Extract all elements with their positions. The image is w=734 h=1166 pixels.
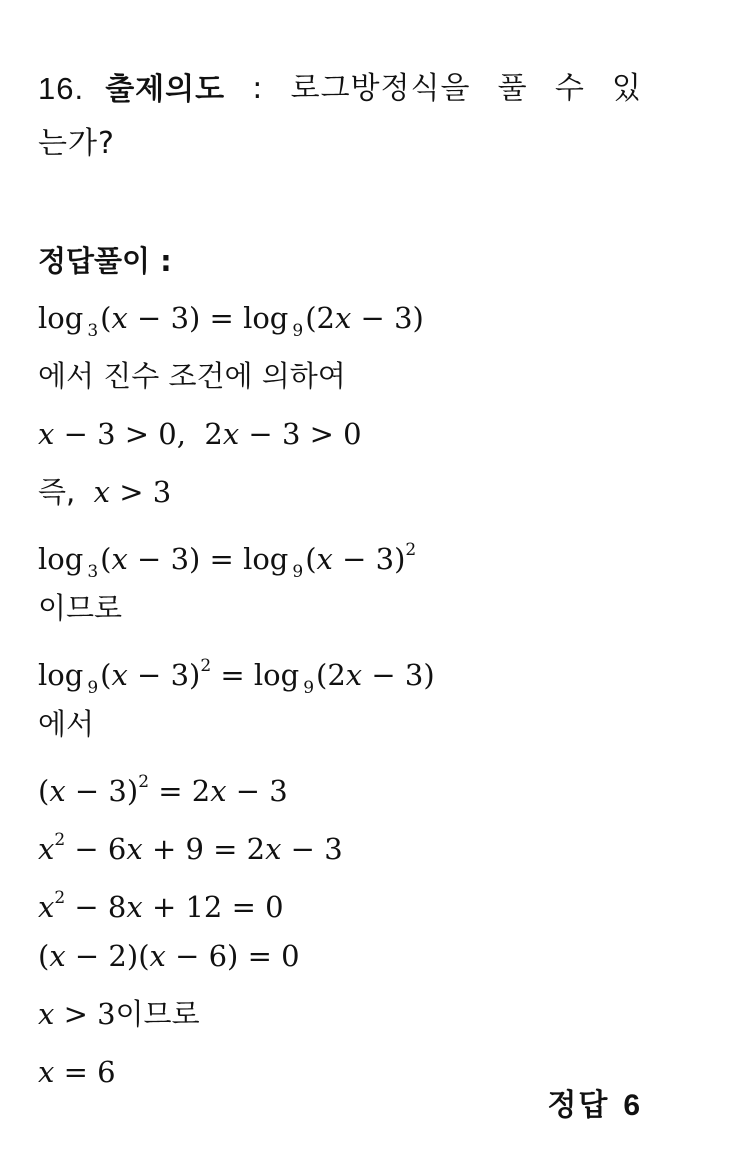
equation-line: x − 3 > 0, 2x − 3 > 0 [38, 417, 362, 451]
intent-word: 풀 [497, 71, 528, 106]
equation-line: x = 6 [38, 1055, 116, 1089]
equation-line: $x^2 - 8x + 12 = 0$ [38, 888, 284, 924]
text-line: 즉, x > 3 [38, 475, 172, 509]
equation-line: $\log _3(x - 3) = \log _9(x - 3)^2$ [38, 540, 417, 582]
answer-value: 6 [623, 1089, 642, 1122]
equation-line: $\log _9(x - 3)^2 = \log _9(2x - 3)$ [38, 656, 435, 698]
text-line: x > 3이므로 [38, 997, 200, 1031]
solution-steps [38, 289, 648, 1101]
text-line: 이므로 [38, 591, 123, 625]
problem-number: 16. [38, 71, 85, 106]
intent-word: 수 [554, 71, 585, 106]
text-line: 에서 진수 조건에 의하여 [38, 359, 346, 393]
answer-label: 정답 [547, 1088, 610, 1123]
intent-word: 로그방정식을 [290, 71, 471, 106]
solution-heading: 정답풀이 : [38, 244, 172, 278]
equation-line: $x^2 - 6x + 9 = 2x - 3$ [38, 830, 343, 866]
equation-line: (x − 2)(x − 6) = 0 [38, 939, 300, 973]
intent-second-line: 는가? [38, 126, 115, 161]
intent-label: 출제의도 [105, 72, 226, 107]
intent-colon: : [252, 71, 264, 106]
problem-intent [38, 62, 648, 171]
equation-line: $(x - 3)^2 = 2x - 3$ [38, 772, 288, 808]
solution-page [38, 62, 648, 1101]
final-answer [547, 1080, 642, 1124]
intent-word: 있 [612, 71, 642, 106]
text-line: 에서 [38, 707, 95, 741]
intent-first-line [38, 62, 642, 117]
equation-line: log $_3$(x − 3) = log $_9$(2x − 3) [38, 301, 424, 341]
